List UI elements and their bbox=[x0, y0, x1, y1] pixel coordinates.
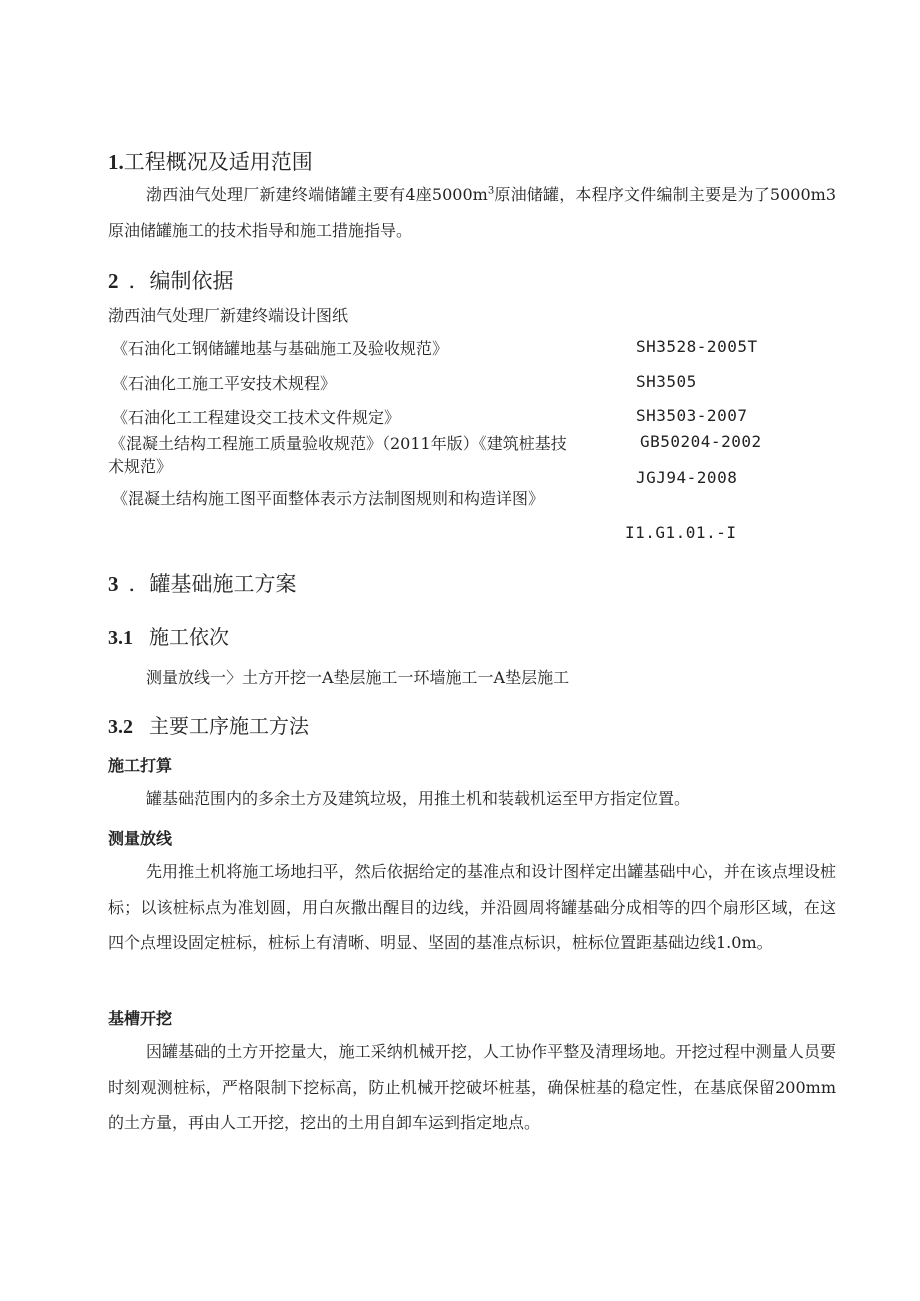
construction-sequence: 测量放线一〉土方开挖一A垫层施工一环墙施工一A垫层施工 bbox=[146, 668, 570, 687]
reference-code: SH3503-2007 bbox=[636, 406, 748, 425]
reference-title-continued: 术规范》 bbox=[108, 457, 173, 476]
section-1-paragraph bbox=[108, 177, 836, 248]
reference-code: I1.G1.01.-I bbox=[625, 523, 737, 542]
section-1-sup: 3 bbox=[487, 185, 495, 197]
subsection-paragraph: 因罐基础的土方开挖量大，施工采纳机械开挖，人工协作平整及清理场地。开挖过程中测量人员要时刻观测桩标，严格限制下挖标高，防止机械开挖破坏桩基，确保桩基的稳定性，在基底保留200mm的土方量，再由人工开挖，挖出的土用自卸车运到指定地点。 bbox=[108, 1042, 836, 1132]
subsection-paragraph: 先用推土机将施工场地扫平，然后依据给定的基准点和设计图样定出罐基础中心，并在该点埋设桩标；以该桩标点为准划圆，用白灰撒出醒目的边线，并沿圆周将罐基础分成相等的四个扇形区域，在这四个点埋设固定桩标，桩标上有清晰、明显、坚固的基准点标识，桩标位置距基础边线1.0m。 bbox=[108, 862, 836, 952]
section-3-1-heading bbox=[108, 621, 229, 650]
section-1-text-a: 渤西油气处理厂新建终端储罐主要有4座5000m bbox=[146, 185, 488, 204]
subsection-heading: 测量放线 bbox=[108, 829, 173, 848]
subsection-paragraph: 罐基础范围内的多余土方及建筑垃圾，用推土机和装载机运至甲方指定位置。 bbox=[146, 789, 691, 808]
section-2-intro: 渤西油气处理厂新建终端设计图纸 bbox=[108, 306, 349, 325]
subsection-heading: 基槽开挖 bbox=[108, 1009, 173, 1028]
reference-code: GB50204-2002 bbox=[640, 432, 762, 451]
section-3-title: ．罐基础施工方案 bbox=[128, 572, 297, 596]
section-3-heading bbox=[108, 568, 297, 598]
reference-title: 《石油化工钢储罐地基与基础施工及验收规范》 bbox=[112, 339, 449, 358]
section-2-number: 2 bbox=[108, 269, 119, 293]
section-3-1-title: 施工依次 bbox=[149, 625, 229, 649]
subsection-heading: 施工打算 bbox=[108, 756, 173, 775]
section-3-1-number: 3.1 bbox=[108, 627, 133, 649]
reference-title: 《石油化工工程建设交工技术文件规定》 bbox=[112, 408, 401, 427]
section-3-2-title: 主要工序施工方法 bbox=[149, 714, 309, 738]
section-3-2-number: 3.2 bbox=[108, 716, 133, 738]
section-1-heading bbox=[108, 146, 313, 176]
section-2-title: ．编制依据 bbox=[128, 269, 234, 293]
section-3-number: 3 bbox=[108, 572, 119, 596]
section-1-text-b: 原油储罐，本程序文件编制主要是为了5000m3原油储罐施工的技术指导和施工措施指导。 bbox=[108, 185, 836, 240]
reference-code: SH3505 bbox=[636, 372, 697, 391]
reference-title: 《石油化工施工平安技术规程》 bbox=[112, 374, 337, 393]
reference-code: JGJ94-2008 bbox=[636, 468, 738, 487]
reference-title: 《混凝土结构施工图平面整体表示方法制图规则和构造详图》 bbox=[112, 489, 545, 508]
section-2-heading bbox=[108, 265, 234, 295]
section-1-title: 工程概况及适用范围 bbox=[123, 150, 313, 174]
reference-title: 《混凝土结构工程施工质量验收规范》（2011年版）《建筑桩基技 bbox=[110, 434, 567, 453]
reference-code: SH3528-2005T bbox=[636, 337, 758, 356]
section-1-number: 1. bbox=[108, 150, 124, 174]
section-3-2-heading bbox=[108, 710, 309, 739]
